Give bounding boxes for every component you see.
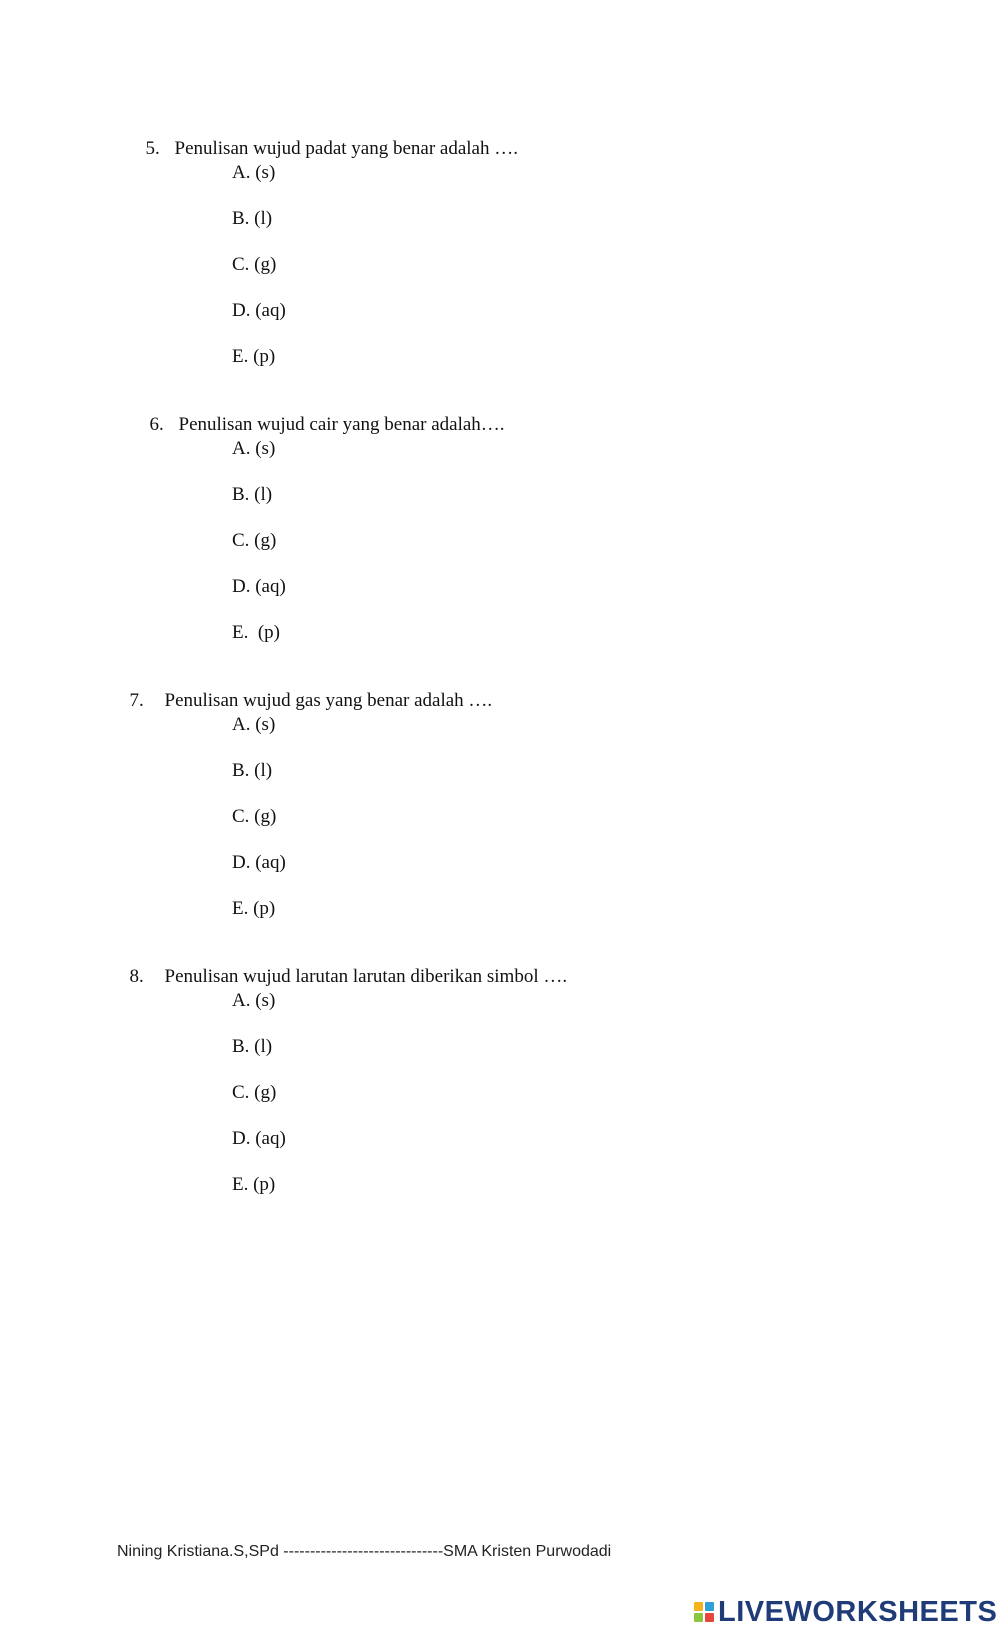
question-5 bbox=[136, 116, 518, 160]
question-number: 8. bbox=[129, 966, 144, 987]
brand-name: LIVEWORKSHEETS bbox=[718, 1595, 998, 1628]
question-7 bbox=[120, 668, 492, 712]
question-text: Penulisan wujud cair yang benar adalah…. bbox=[178, 414, 505, 435]
option-c[interactable]: C. (g) bbox=[232, 806, 277, 827]
liveworksheets-logo bbox=[694, 1597, 997, 1627]
question-text: Penulisan wujud larutan larutan diberikan simbol …. bbox=[164, 966, 568, 987]
liveworksheets-icon bbox=[694, 1602, 714, 1622]
option-b[interactable]: B. (l) bbox=[232, 1036, 273, 1057]
question-number: 5. bbox=[145, 138, 160, 159]
page-footer: Nining Kristiana.S,SPd ------------------------------SMA Kristen Purwodadi bbox=[117, 1543, 612, 1560]
option-d[interactable]: D. (aq) bbox=[232, 300, 286, 321]
logo-tile bbox=[705, 1613, 714, 1622]
question-text: Penulisan wujud padat yang benar adalah …. bbox=[174, 138, 518, 159]
option-c[interactable]: C. (g) bbox=[232, 254, 277, 275]
logo-tile bbox=[694, 1613, 703, 1622]
option-e[interactable]: E. (p) bbox=[232, 898, 276, 919]
option-b[interactable]: B. (l) bbox=[232, 484, 273, 505]
option-a[interactable]: A. (s) bbox=[232, 714, 276, 735]
option-b[interactable]: B. (l) bbox=[232, 208, 273, 229]
question-number: 6. bbox=[149, 414, 164, 435]
option-d[interactable]: D. (aq) bbox=[232, 576, 286, 597]
question-number: 7. bbox=[129, 690, 144, 711]
question-8 bbox=[120, 944, 567, 988]
logo-tile bbox=[705, 1602, 714, 1611]
option-e[interactable]: E. (p) bbox=[232, 622, 281, 643]
option-a[interactable]: A. (s) bbox=[232, 162, 276, 183]
question-6 bbox=[140, 392, 505, 436]
option-b[interactable]: B. (l) bbox=[232, 760, 273, 781]
option-a[interactable]: A. (s) bbox=[232, 990, 276, 1011]
option-d[interactable]: D. (aq) bbox=[232, 1128, 286, 1149]
option-c[interactable]: C. (g) bbox=[232, 1082, 277, 1103]
logo-tile bbox=[694, 1602, 703, 1611]
option-a[interactable]: A. (s) bbox=[232, 438, 276, 459]
option-d[interactable]: D. (aq) bbox=[232, 852, 286, 873]
option-e[interactable]: E. (p) bbox=[232, 1174, 276, 1195]
option-e[interactable]: E. (p) bbox=[232, 346, 276, 367]
question-text: Penulisan wujud gas yang benar adalah …. bbox=[164, 690, 493, 711]
option-c[interactable]: C. (g) bbox=[232, 530, 277, 551]
